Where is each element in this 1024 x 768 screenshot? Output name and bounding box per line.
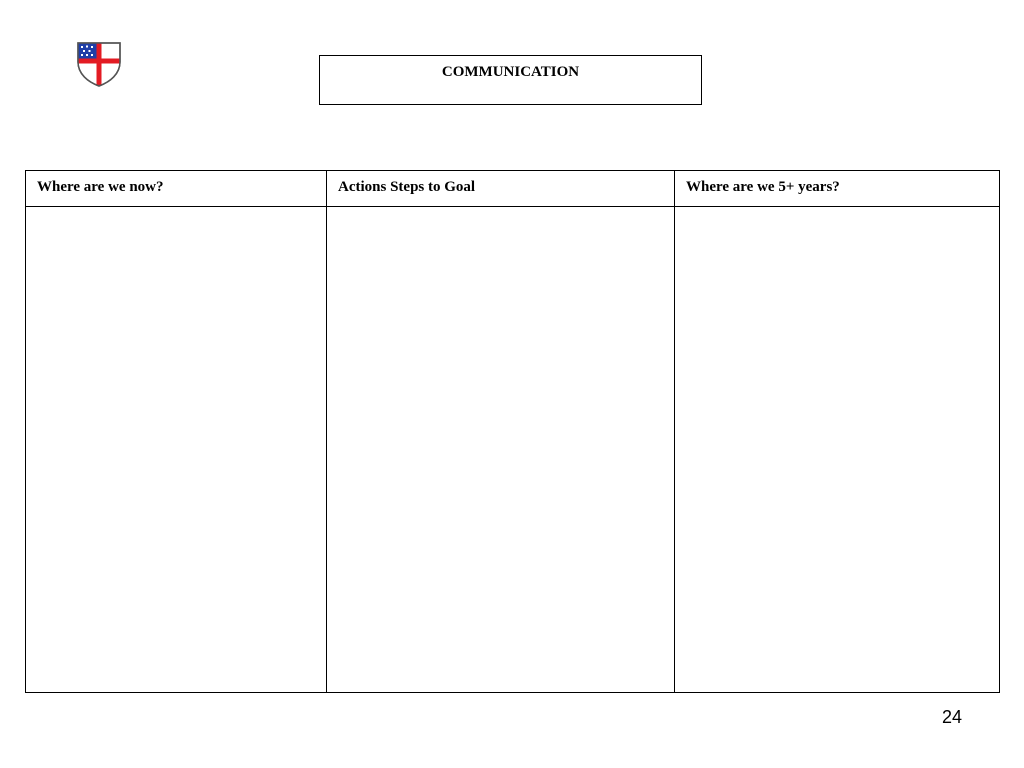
header-action-steps: Actions Steps to Goal xyxy=(327,171,675,207)
cell-future-state[interactable] xyxy=(675,207,1000,693)
table-row xyxy=(26,207,1000,693)
header-where-are-we-now: Where are we now? xyxy=(26,171,327,207)
header-where-in-5-years: Where are we 5+ years? xyxy=(675,171,1000,207)
episcopal-shield-icon xyxy=(77,42,121,87)
table-header-row xyxy=(26,171,1000,207)
title-box xyxy=(319,55,702,105)
page-number: 24 xyxy=(941,707,962,727)
cell-action-steps[interactable] xyxy=(327,207,675,693)
page-title: COMMUNICATION xyxy=(441,64,580,80)
goal-planning-table xyxy=(25,170,1000,693)
cell-current-state[interactable] xyxy=(26,207,327,693)
